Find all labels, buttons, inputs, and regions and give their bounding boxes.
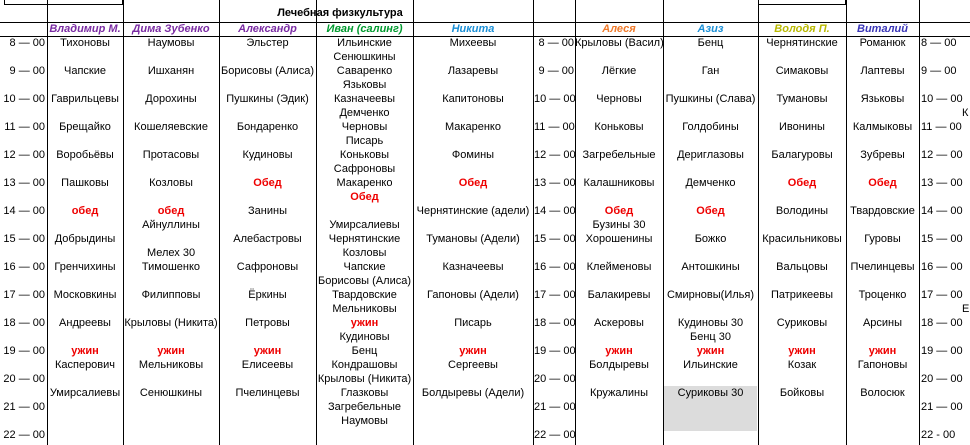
schedule-cell[interactable]: Демченко	[685, 177, 736, 189]
schedule-cell[interactable]: Голдобины	[682, 121, 739, 133]
schedule-cell[interactable]: Загребельные	[582, 149, 656, 161]
time-label: 21 — 00	[3, 401, 45, 413]
schedule-cell[interactable]: Божко	[694, 233, 727, 245]
schedule-cell[interactable]: Протасовы	[142, 149, 200, 161]
schedule-cell[interactable]: Мельниковы	[332, 303, 397, 315]
schedule-cell[interactable]: Волосюк	[860, 387, 905, 399]
top-cell-left[interactable]	[4, 0, 123, 5]
schedule-cell[interactable]: Ёркины	[248, 289, 287, 301]
schedule-cell[interactable]: Антошкины	[681, 261, 740, 273]
schedule-cell[interactable]: Бондаренко	[236, 121, 299, 133]
schedule-cell[interactable]: ужин	[350, 317, 379, 329]
schedule-cell[interactable]: ужин	[459, 345, 487, 357]
time-label: 10 — 00	[3, 93, 45, 105]
schedule-cell[interactable]: Московкины	[53, 289, 117, 301]
schedule-cell[interactable]: Арсины	[862, 317, 903, 329]
schedule-cell[interactable]: Тумановы	[776, 93, 828, 105]
schedule-cell[interactable]: Твардовские	[850, 205, 915, 217]
time-label: 11 — 00	[4, 121, 45, 133]
schedule-cell[interactable]: Лёгкие	[601, 65, 637, 77]
schedule-cell[interactable]: Сенюшкины	[333, 51, 396, 63]
schedule-cell[interactable]: Лаптевы	[860, 65, 905, 77]
schedule-cell[interactable]: Козловы	[149, 177, 193, 189]
schedule-cell[interactable]: Макаренко	[336, 177, 393, 189]
schedule-cell[interactable]: ужин	[157, 345, 185, 357]
schedule-cell[interactable]: Козак	[787, 359, 817, 371]
schedule-cell[interactable]: Язьковы	[342, 79, 387, 91]
time-label: 18 — 00	[534, 317, 576, 329]
time-label: 15 — 00	[3, 233, 45, 245]
time-label: 8 — 00	[538, 37, 574, 49]
schedule-cell[interactable]: Занины	[248, 205, 287, 217]
schedule-cell[interactable]: Зубревы	[860, 149, 905, 161]
schedule-cell[interactable]: Дорохины	[145, 93, 197, 105]
column-header[interactable]: Владимир М.	[49, 23, 121, 35]
time-label: 12 — 00	[534, 149, 576, 161]
schedule-cell[interactable]: ужин	[71, 345, 99, 357]
schedule-cell[interactable]: Умирсалиевы	[329, 219, 400, 231]
schedule-cell[interactable]: Бойковы	[779, 387, 825, 399]
sheet-title: Лечебная физкультура	[277, 7, 403, 19]
schedule-cell[interactable]: Коньковы	[594, 121, 644, 133]
time-label: 20 — 00	[534, 373, 576, 385]
time-label: 22 - 00	[921, 429, 956, 441]
schedule-cell[interactable]: Вальцовы	[776, 261, 828, 273]
schedule-cell[interactable]: Бенц 30	[689, 331, 731, 343]
schedule-cell[interactable]: Казначеевы	[442, 261, 504, 273]
schedule-cell[interactable]: Мельниковы	[138, 359, 204, 371]
time-label: 17 — 00	[921, 289, 963, 301]
schedule-cell[interactable]: Тимошенко	[141, 261, 201, 273]
schedule-cell[interactable]: Брещайко	[59, 121, 111, 133]
column-header[interactable]: Дима Зубенко	[132, 23, 210, 35]
schedule-cell[interactable]: Черновы	[596, 93, 642, 105]
time-label: 14 — 00	[3, 205, 45, 217]
schedule-cell[interactable]: Пчелинцевы	[235, 387, 300, 399]
schedule-cell[interactable]: Твардовские	[332, 289, 397, 301]
schedule-cell[interactable]: Тихоновы	[60, 37, 110, 49]
schedule-cell[interactable]: Гуровы	[864, 233, 901, 245]
schedule-cell[interactable]: Обед	[253, 177, 282, 189]
schedule-cell[interactable]: ужин	[868, 345, 897, 357]
schedule-cell[interactable]: Сафроновы	[236, 261, 299, 273]
schedule-cell[interactable]: ужин	[253, 345, 282, 357]
time-label: 16 — 00	[3, 261, 45, 273]
column-header[interactable]: Иван (салинг)	[326, 23, 403, 35]
schedule-cell[interactable]: Чернятинские (адели)	[416, 205, 530, 217]
time-label: 12 — 00	[921, 149, 963, 161]
schedule-cell[interactable]: Лазаревы	[447, 65, 499, 77]
schedule-cell[interactable]: Сергеевы	[448, 359, 498, 371]
schedule-cell[interactable]: Борисовы (Алиса)	[221, 65, 314, 77]
schedule-cell[interactable]: ужин	[696, 345, 725, 357]
schedule-cell[interactable]: Ильинские	[683, 359, 738, 371]
time-label: 14 — 00	[921, 205, 963, 217]
schedule-cell[interactable]: Обед	[787, 177, 817, 189]
time-label: 13 — 00	[3, 177, 45, 189]
schedule-cell[interactable]: Обед	[696, 205, 725, 217]
schedule-cell[interactable]: Суриковы	[776, 317, 828, 329]
column-header[interactable]: Володя П.	[774, 23, 830, 35]
schedule-cell[interactable]: Гапоновы	[857, 359, 908, 371]
schedule-cell[interactable]: Глазковы	[340, 387, 389, 399]
edge-glyph: Е	[962, 303, 970, 315]
schedule-cell[interactable]: Коньковы	[339, 149, 390, 161]
schedule-cell[interactable]: Черновы	[341, 121, 388, 133]
time-label: 10 — 00	[534, 93, 576, 105]
schedule-cell[interactable]: Кошеляевские	[134, 121, 208, 133]
column-border	[919, 0, 920, 445]
column-header[interactable]: Никита	[451, 23, 495, 35]
schedule-cell[interactable]: Пушкины (Слава)	[665, 93, 756, 105]
schedule-cell[interactable]: Макаренко	[445, 121, 501, 133]
schedule-cell[interactable]: Обед	[604, 205, 634, 217]
time-label: 20 — 00	[921, 373, 963, 385]
schedule-cell[interactable]: Крыловы (Никита)	[317, 373, 412, 385]
schedule-cell[interactable]: Болдыревы	[589, 359, 649, 371]
schedule-cell[interactable]: Володины	[775, 205, 829, 217]
schedule-cell[interactable]: обед	[157, 205, 185, 217]
column-header[interactable]: Александр	[238, 23, 297, 35]
schedule-cell[interactable]: Балакиревы	[587, 289, 651, 301]
schedule-cell[interactable]: Кружалины	[589, 387, 649, 399]
schedule-cell[interactable]: обед	[71, 205, 99, 217]
schedule-cell[interactable]: Гаврильцевы	[51, 93, 119, 105]
time-label: 15 — 00	[534, 233, 576, 245]
schedule-cell[interactable]: Сенюшкины	[139, 387, 203, 399]
schedule-cell[interactable]: Умирсалиевы	[49, 387, 121, 399]
schedule-cell[interactable]: Фомины	[451, 149, 495, 161]
time-label: 18 — 00	[3, 317, 45, 329]
time-label: 19 — 00	[534, 345, 576, 357]
column-header[interactable]: Алеся	[602, 23, 636, 35]
schedule-cell[interactable]: Симаковы	[775, 65, 829, 77]
schedule-cell[interactable]: Калмыковы	[852, 121, 913, 133]
schedule-cell[interactable]: Мелех 30	[146, 247, 196, 259]
time-label: 13 — 00	[921, 177, 963, 189]
schedule-cell[interactable]: Патрикеевы	[770, 289, 833, 301]
schedule-cell[interactable]: Андреевы	[59, 317, 111, 329]
schedule-cell[interactable]: Красильниковы	[762, 233, 842, 245]
schedule-cell[interactable]: Бенц	[351, 345, 378, 357]
schedule-cell[interactable]: Аскеровы	[594, 317, 644, 329]
time-label: 14 — 00	[534, 205, 576, 217]
schedule-cell[interactable]: Суриковы 30	[677, 387, 744, 399]
time-label: 10 — 00	[921, 93, 963, 105]
time-label: 9 — 00	[538, 65, 574, 77]
schedule-cell[interactable]: Наумовы	[147, 37, 195, 49]
schedule-cell[interactable]: Елисеевы	[241, 359, 294, 371]
schedule-cell[interactable]: Смирновы(Илья)	[666, 289, 755, 301]
schedule-cell[interactable]: Писарь	[345, 135, 384, 147]
schedule-cell[interactable]: Пушкины (Эдик)	[226, 93, 309, 105]
schedule-cell[interactable]: Пашковы	[61, 177, 109, 189]
schedule-cell[interactable]: Обед	[458, 177, 488, 189]
time-label: 12 — 00	[3, 149, 45, 161]
schedule-cell[interactable]: Кудиновы	[339, 331, 390, 343]
time-label: 19 — 00	[921, 345, 963, 357]
schedule-cell[interactable]: Ишханян	[147, 65, 195, 77]
time-label: 21 — 00	[921, 401, 963, 413]
time-label: 16 — 00	[921, 261, 963, 273]
schedule-cell[interactable]: Бузины 30	[592, 219, 646, 231]
time-label: 20 — 00	[3, 373, 45, 385]
time-label: 8 — 00	[921, 37, 957, 49]
schedule-cell[interactable]: Бенц	[697, 37, 724, 49]
schedule-cell[interactable]: Дериглазовы	[677, 149, 744, 161]
time-label: 21 — 00	[534, 401, 576, 413]
top-cell-right[interactable]	[758, 0, 846, 5]
schedule-cell[interactable]: Алебастровы	[233, 233, 302, 245]
schedule-cell[interactable]: Романюк	[859, 37, 906, 49]
time-label: 16 — 00	[534, 261, 576, 273]
time-label: 9 — 00	[921, 65, 957, 77]
schedule-cell[interactable]: Казначеевы	[333, 93, 396, 105]
schedule-cell[interactable]: Троценко	[858, 289, 907, 301]
time-label: 19 — 00	[3, 345, 45, 357]
schedule-cell[interactable]: Язьковы	[860, 93, 905, 105]
schedule-cell[interactable]: Чапские	[343, 261, 386, 273]
schedule-cell[interactable]: Капитоновы	[442, 93, 504, 105]
schedule-cell[interactable]: Крыловы (Васил)	[575, 37, 664, 49]
schedule-cell[interactable]: Гренчихины	[54, 261, 116, 273]
schedule-cell[interactable]: Михеевы	[449, 37, 497, 49]
column-header[interactable]: Виталий	[857, 23, 908, 35]
time-label: 13 — 00	[534, 177, 576, 189]
schedule-cell[interactable]: Ган	[701, 65, 720, 77]
schedule-cell[interactable]: Обед	[868, 177, 897, 189]
time-label: 15 — 00	[921, 233, 963, 245]
time-label: 17 — 00	[3, 289, 45, 301]
schedule-cell[interactable]: Тумановы (Адели)	[426, 233, 520, 245]
schedule-cell[interactable]: Воробьёвы	[56, 149, 114, 161]
schedule-cell[interactable]: Добрыдины	[54, 233, 116, 245]
schedule-cell[interactable]: Гапоновы (Адели)	[427, 289, 519, 301]
schedule-cell[interactable]: Саваренко	[336, 65, 393, 77]
schedule-cell[interactable]: Писарь	[454, 317, 492, 329]
schedule-cell[interactable]: Айнуллины	[142, 219, 200, 231]
schedule-cell[interactable]: Борисовы (Алиса)	[318, 275, 411, 287]
schedule-cell[interactable]: Балагуровы	[771, 149, 833, 161]
edge-glyph: К	[962, 107, 969, 119]
column-header[interactable]: Азиз	[697, 23, 724, 35]
schedule-cell[interactable]: Демченко	[339, 107, 390, 119]
time-label: 11 — 00	[921, 121, 962, 133]
schedule-cell[interactable]: Калашниковы	[583, 177, 655, 189]
time-label: 22 — 00	[3, 429, 45, 441]
schedule-cell[interactable]: Пчелинцевы	[850, 261, 915, 273]
schedule-cell[interactable]: Наумовы	[341, 415, 388, 427]
time-label: 18 — 00	[921, 317, 963, 329]
schedule-cell[interactable]: Кудиновы 30	[677, 317, 744, 329]
time-label: 17 — 00	[534, 289, 576, 301]
schedule-cell[interactable]: Козловы	[342, 247, 387, 259]
time-label: 11 — 00	[534, 121, 575, 133]
schedule-cell[interactable]: Филипповы	[141, 289, 201, 301]
schedule-cell[interactable]: Касперович	[54, 359, 116, 371]
time-label: 9 — 00	[9, 65, 45, 77]
schedule-cell[interactable]: Ильинские	[337, 37, 392, 49]
schedule-cell[interactable]: Сафроновы	[333, 163, 396, 175]
schedule-cell[interactable]: Эльстер	[246, 37, 289, 49]
schedule-cell[interactable]: Чапские	[64, 65, 106, 77]
schedule-cell[interactable]: Хорошенины	[585, 233, 653, 245]
schedule-cell[interactable]: Кудиновы	[242, 149, 293, 161]
schedule-cell[interactable]: Обед	[350, 191, 379, 203]
schedule-cell[interactable]: Чернятинские	[766, 37, 838, 49]
schedule-cell[interactable]: ужин	[788, 345, 816, 357]
schedule-cell[interactable]: Клейменовы	[586, 261, 652, 273]
schedule-cell[interactable]: Болдыревы (Адели)	[421, 387, 525, 399]
schedule-cell[interactable]: Крыловы (Никита)	[124, 317, 218, 329]
time-label: 8 — 00	[9, 37, 45, 49]
time-label: 22 — 00	[534, 429, 576, 441]
schedule-cell[interactable]: ужин	[605, 345, 633, 357]
schedule-cell[interactable]: Петровы	[245, 317, 290, 329]
schedule-cell[interactable]: Чернятинские	[328, 233, 401, 245]
schedule-cell[interactable]: Загребельные	[327, 401, 402, 413]
schedule-cell[interactable]: Ивонины	[779, 121, 825, 133]
schedule-cell[interactable]: Кондрашовы	[331, 359, 398, 371]
